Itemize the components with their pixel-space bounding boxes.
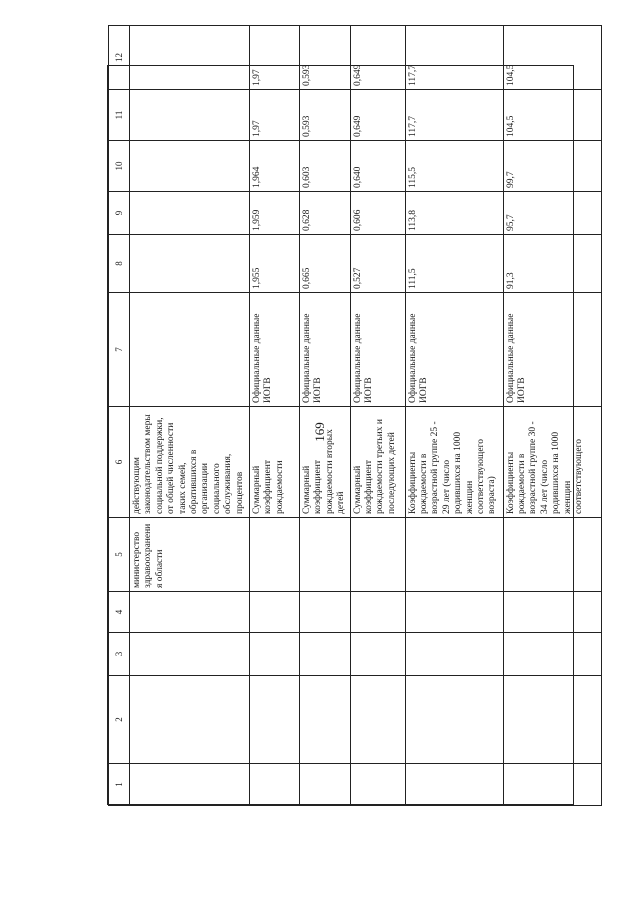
indicator-name-cell: Суммарный коэффициент рождаемости третьих и последующих детей bbox=[350, 407, 405, 518]
table-cell bbox=[405, 764, 503, 806]
page-number: 169 bbox=[312, 422, 327, 442]
value-cell bbox=[130, 141, 250, 192]
table-cell bbox=[250, 764, 300, 806]
responsible-executor-cell bbox=[350, 518, 405, 592]
value-cell: 0,593 bbox=[300, 26, 351, 90]
value-cell: 1,964 bbox=[250, 141, 300, 192]
value-cell: 0,665 bbox=[300, 235, 351, 293]
table-cell bbox=[503, 764, 601, 806]
value-cell: 104,5 bbox=[503, 26, 601, 90]
table-cell bbox=[350, 676, 405, 764]
value-cell: 0,649 bbox=[350, 26, 405, 90]
table-row bbox=[405, 26, 503, 806]
column-number: 3 bbox=[109, 633, 130, 676]
responsible-executor-cell: министерство здравоохранени я области bbox=[130, 518, 250, 592]
rotated-table bbox=[108, 53, 584, 806]
table-cell bbox=[250, 592, 300, 633]
responsible-executor-cell bbox=[405, 518, 503, 592]
table-cell bbox=[405, 633, 503, 676]
indicator-name-cell: действующим законодательством меры социальной поддержки, от общей численности таких семей, обратившихся в организации социального обслуживания, процентов bbox=[130, 407, 250, 518]
table-cell bbox=[350, 764, 405, 806]
responsible-executor-cell bbox=[300, 518, 351, 592]
column-number: 5 bbox=[109, 518, 130, 592]
indicators-table bbox=[108, 25, 602, 806]
value-cell: 95,7 bbox=[503, 192, 601, 235]
data-source-cell bbox=[130, 293, 250, 407]
column-number: 10 bbox=[109, 141, 130, 192]
indicator-name-cell: Суммарный коэффициент рождаемости bbox=[250, 407, 300, 518]
table-cell bbox=[300, 633, 351, 676]
table-row bbox=[250, 26, 300, 806]
value-cell: 91,3 bbox=[503, 235, 601, 293]
responsible-executor-cell bbox=[250, 518, 300, 592]
indicator-name-cell: Суммарный коэффициент рождаемости вторых детей bbox=[300, 407, 351, 518]
value-cell: 111,5 bbox=[405, 235, 503, 293]
value-cell bbox=[130, 192, 250, 235]
value-cell: 117,7 bbox=[405, 26, 503, 90]
value-cell bbox=[130, 26, 250, 90]
indicator-name-cell: Коэффициенты рождаемости в возрастной группе 30 - 34 лет (число родившихся на 1000 женщин соответствующего bbox=[503, 407, 601, 518]
table-cell bbox=[300, 764, 351, 806]
column-number: 1 bbox=[109, 764, 130, 806]
value-cell: 1,97 bbox=[250, 90, 300, 141]
value-cell: 1,959 bbox=[250, 192, 300, 235]
indicator-name-cell: Коэффициенты рождаемости в возрастной группе 25 - 29 лет (число родившихся на 1000 женщин соответствующего возраста) bbox=[405, 407, 503, 518]
table-cell bbox=[250, 676, 300, 764]
table-cell bbox=[250, 633, 300, 676]
table-cell bbox=[503, 592, 601, 633]
table-row bbox=[503, 26, 601, 806]
table-cell bbox=[350, 633, 405, 676]
data-source-cell: Официальные данные ИОГВ bbox=[405, 293, 503, 407]
table-cell bbox=[130, 592, 250, 633]
table-frame bbox=[107, 53, 584, 805]
data-source-cell: Официальные данные ИОГВ bbox=[350, 293, 405, 407]
value-cell: 117,7 bbox=[405, 90, 503, 141]
value-cell: 0,606 bbox=[350, 192, 405, 235]
value-cell: 104,5 bbox=[503, 90, 601, 141]
table-cell bbox=[503, 676, 601, 764]
table-cell bbox=[300, 592, 351, 633]
value-cell: 1,97 bbox=[250, 26, 300, 90]
value-cell: 0,628 bbox=[300, 192, 351, 235]
value-cell: 0,527 bbox=[350, 235, 405, 293]
column-number-row bbox=[109, 26, 130, 806]
data-source-cell: Официальные данные ИОГВ bbox=[503, 293, 601, 407]
value-cell: 113,8 bbox=[405, 192, 503, 235]
table-cell bbox=[130, 764, 250, 806]
table-cell bbox=[405, 676, 503, 764]
column-number: 4 bbox=[109, 592, 130, 633]
value-cell: 99,7 bbox=[503, 141, 601, 192]
table-row bbox=[350, 26, 405, 806]
table-cell bbox=[300, 676, 351, 764]
value-cell bbox=[130, 235, 250, 293]
column-number: 8 bbox=[109, 235, 130, 293]
value-cell: 115,5 bbox=[405, 141, 503, 192]
column-number: 11 bbox=[109, 90, 130, 141]
data-source-cell: Официальные данные ИОГВ bbox=[250, 293, 300, 407]
value-cell bbox=[130, 90, 250, 141]
value-cell: 0,603 bbox=[300, 141, 351, 192]
value-cell: 0,640 bbox=[350, 141, 405, 192]
column-number: 9 bbox=[109, 192, 130, 235]
column-number: 7 bbox=[109, 293, 130, 407]
value-cell: 1,955 bbox=[250, 235, 300, 293]
column-number: 6 bbox=[109, 407, 130, 518]
table-row bbox=[130, 26, 250, 806]
table-cell bbox=[405, 592, 503, 633]
table-cell bbox=[130, 676, 250, 764]
column-number: 12 bbox=[109, 26, 130, 90]
table-cell bbox=[350, 592, 405, 633]
table-row bbox=[300, 26, 351, 806]
responsible-executor-cell bbox=[503, 518, 601, 592]
data-source-cell: Официальные данные ИОГВ bbox=[300, 293, 351, 407]
table-cell bbox=[130, 633, 250, 676]
value-cell: 0,593 bbox=[300, 90, 351, 141]
value-cell: 0,649 bbox=[350, 90, 405, 141]
table-cell bbox=[503, 633, 601, 676]
column-number: 2 bbox=[109, 676, 130, 764]
